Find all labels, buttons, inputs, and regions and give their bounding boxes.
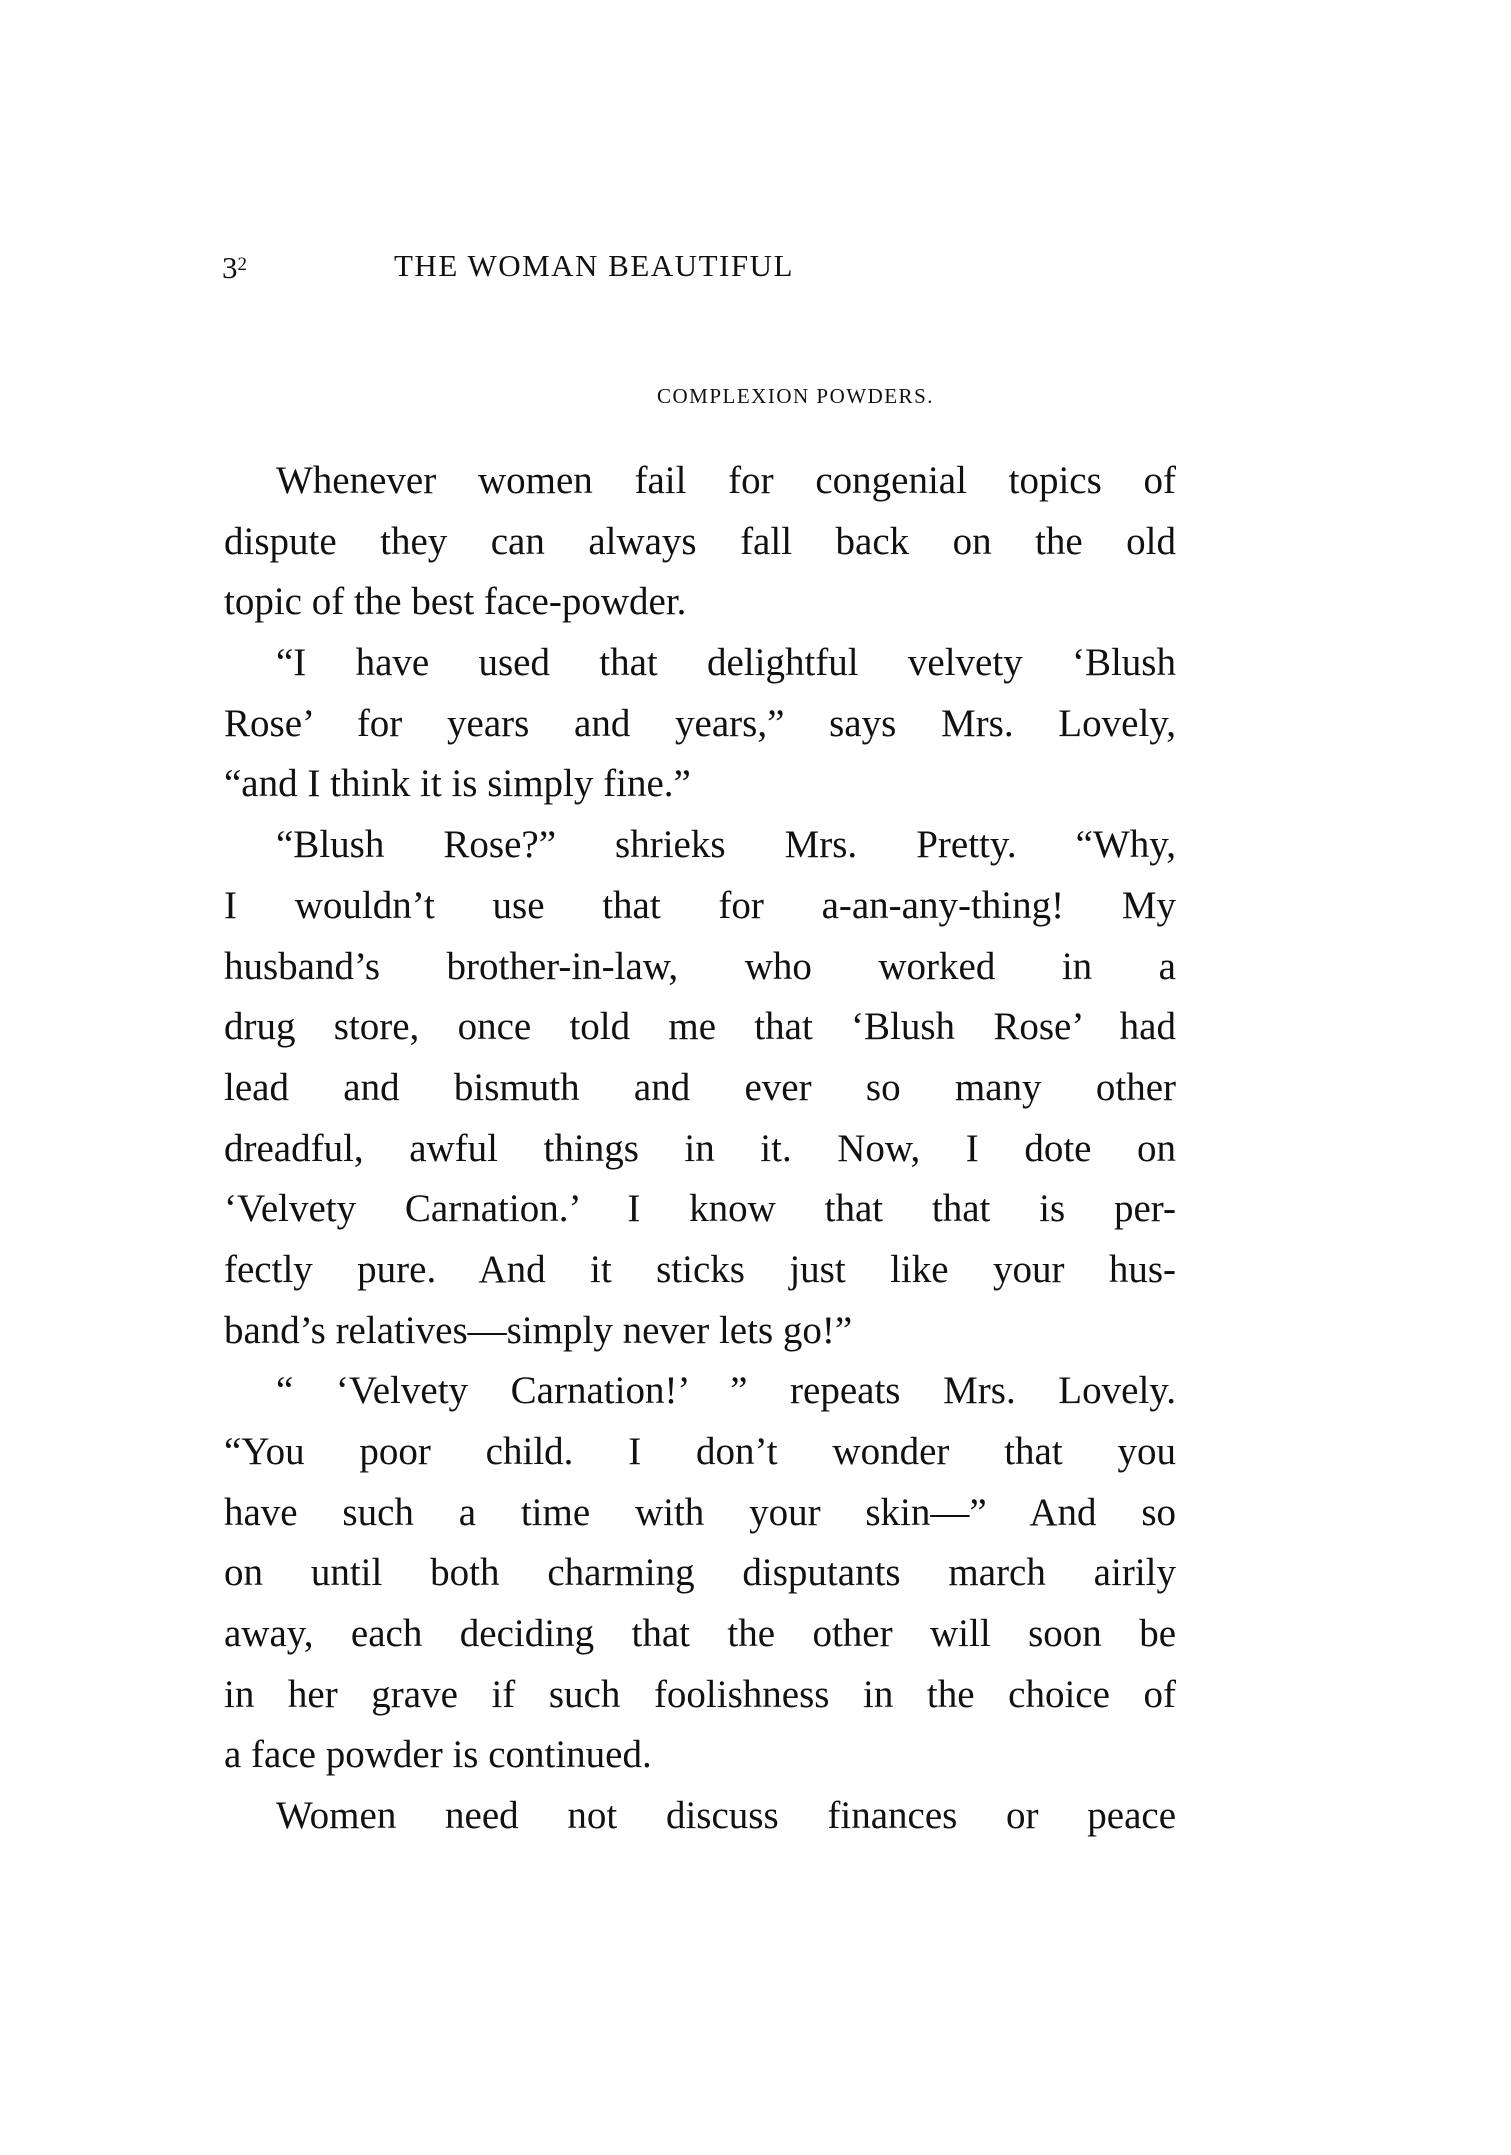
- text-line: “I have used that delightful velvety ‘Blush: [276, 641, 1176, 685]
- text-line: topic of the best face-powder.: [224, 580, 687, 624]
- text-line: lead and bismuth and ever so many other: [224, 1065, 1176, 1109]
- text-line: “You poor child. I don’t wonder that you: [224, 1430, 1176, 1473]
- text-line: a face powder is continued.: [224, 1733, 652, 1777]
- text-line: “and I think it is simply fine.”: [224, 762, 691, 806]
- text-line: on until both charming disputants march airily: [224, 1551, 1176, 1595]
- running-title: THE WOMAN BEAUTIFUL: [394, 248, 794, 283]
- text-line: band’s relatives—simply never lets go!”: [224, 1308, 853, 1352]
- body-text: [224, 451, 1176, 1847]
- page-number: $3^2$: [222, 250, 247, 285]
- text-line: drug store, once told me that ‘Blush Rose’ had: [224, 1005, 1176, 1049]
- text-line: “Blush Rose?” shrieks Mrs. Pretty. “Why,: [276, 823, 1176, 867]
- text-line: dispute they can always fall back on the old: [224, 519, 1176, 563]
- text-line: Women need not discuss finances or peace: [276, 1794, 1176, 1838]
- text-line: ‘Velvety Carnation.’ I know that that is per-: [224, 1187, 1176, 1231]
- text-line: away, each deciding that the other will soon be: [224, 1612, 1176, 1656]
- text-line: “ ‘Velvety Carnation!’ ” repeats Mrs. Lovely.: [276, 1369, 1176, 1413]
- text-line: fectly pure. And it sticks just like your hus-: [224, 1247, 1176, 1291]
- text-line: in her grave if such foolishness in the choice of: [224, 1672, 1176, 1716]
- text-line: husband’s brother-in-law, who worked in a: [224, 944, 1176, 988]
- text-line: Rose’ for years and years,” says Mrs. Lovely,: [224, 701, 1176, 745]
- text-line: have such a time with your skin—” And so: [224, 1490, 1176, 1534]
- text-line: Whenever women fail for congenial topics of: [276, 459, 1176, 502]
- section-title: COMPLEXION POWDERS.: [656, 384, 934, 408]
- text-line: I wouldn’t use that for a-an-any-thing! My: [224, 883, 1176, 927]
- text-line: dreadful, awful things in it. Now, I dote on: [224, 1126, 1176, 1170]
